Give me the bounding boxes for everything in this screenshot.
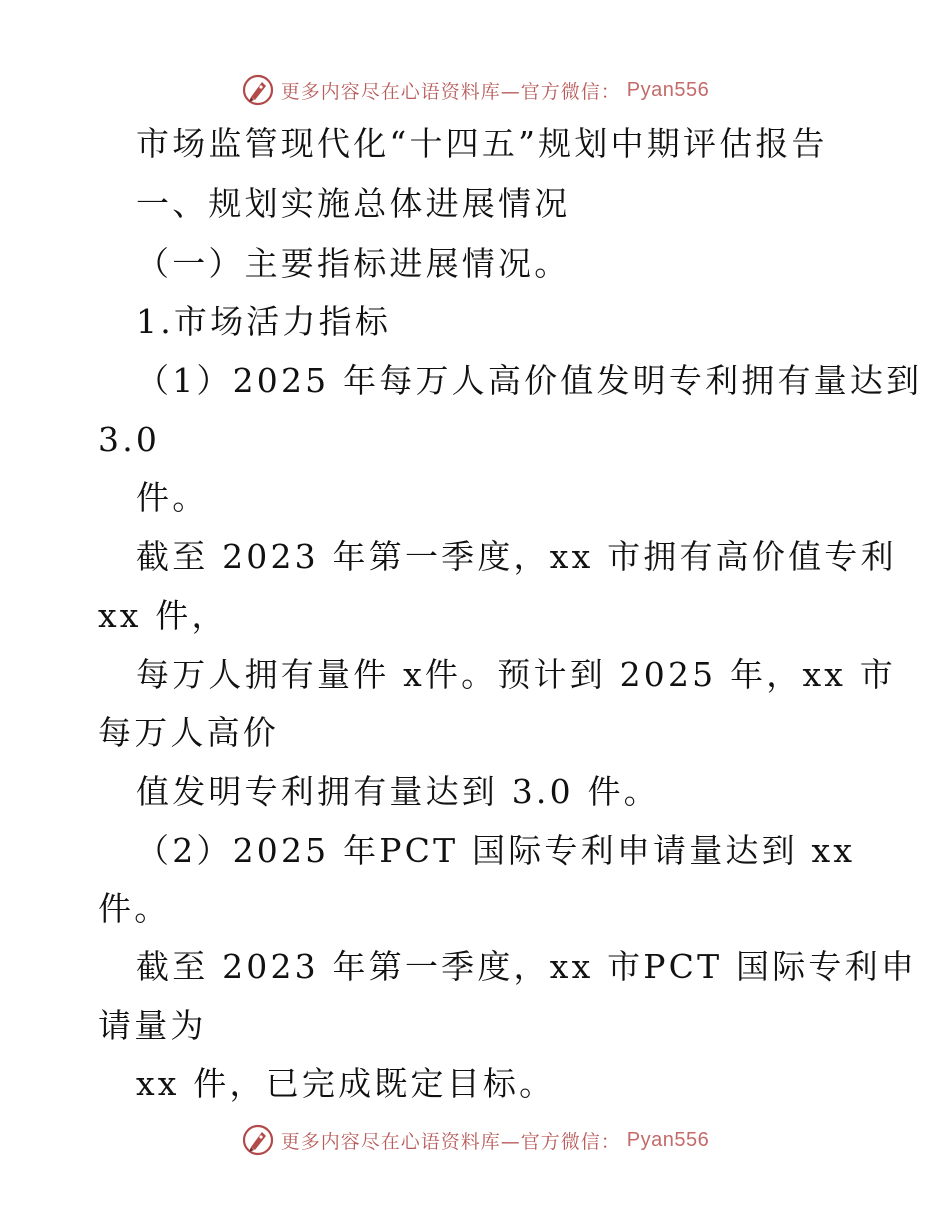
watermark-wechat-id: Pyan556	[626, 78, 710, 101]
indicator-heading: 1.市场活力指标	[136, 302, 392, 341]
section-heading: 一、规划实施总体进展情况	[136, 184, 571, 223]
paragraph-line: 截至 2023 年第一季度，xx 市拥有高价值专利	[136, 537, 897, 576]
paragraph-line: xx 件，	[98, 596, 228, 635]
watermark-text: 更多内容尽在心语资料库—官方微信：	[280, 80, 621, 103]
document-title: 市场监管现代化“十四五”规划中期评估报告	[136, 124, 828, 163]
indicator-item-2-cont: 件。	[98, 889, 171, 928]
paragraph-line: 值发明专利拥有量达到 3.0 件。	[136, 772, 660, 811]
subsection-heading: （一）主要指标进展情况。	[136, 244, 571, 283]
paragraph-line: xx 件，已完成既定目标。	[136, 1064, 556, 1103]
watermark-header	[0, 70, 950, 110]
indicator-item-1-cont: 3.0	[98, 420, 161, 459]
pen-nib-icon	[241, 1123, 275, 1157]
paragraph-line: 截至 2023 年第一季度，xx 市PCT 国际专利申	[136, 947, 918, 986]
paragraph-line: 每万人高价	[98, 713, 279, 752]
paragraph-line: 每万人拥有量件 x件。预计到 2025 年，xx 市	[136, 655, 896, 694]
paragraph-line: 请量为	[98, 1006, 207, 1045]
paragraph-line: 件。	[136, 478, 209, 517]
watermark-text: 更多内容尽在心语资料库—官方微信：	[280, 1130, 621, 1153]
indicator-item-2: （2）2025 年PCT 国际专利申请量达到 xx	[136, 831, 856, 870]
pen-nib-icon	[241, 73, 275, 107]
watermark-wechat-id: Pyan556	[626, 1128, 710, 1151]
watermark-footer	[0, 1120, 950, 1160]
indicator-item-1: （1）2025 年每万人高价值发明专利拥有量达到	[136, 361, 923, 400]
